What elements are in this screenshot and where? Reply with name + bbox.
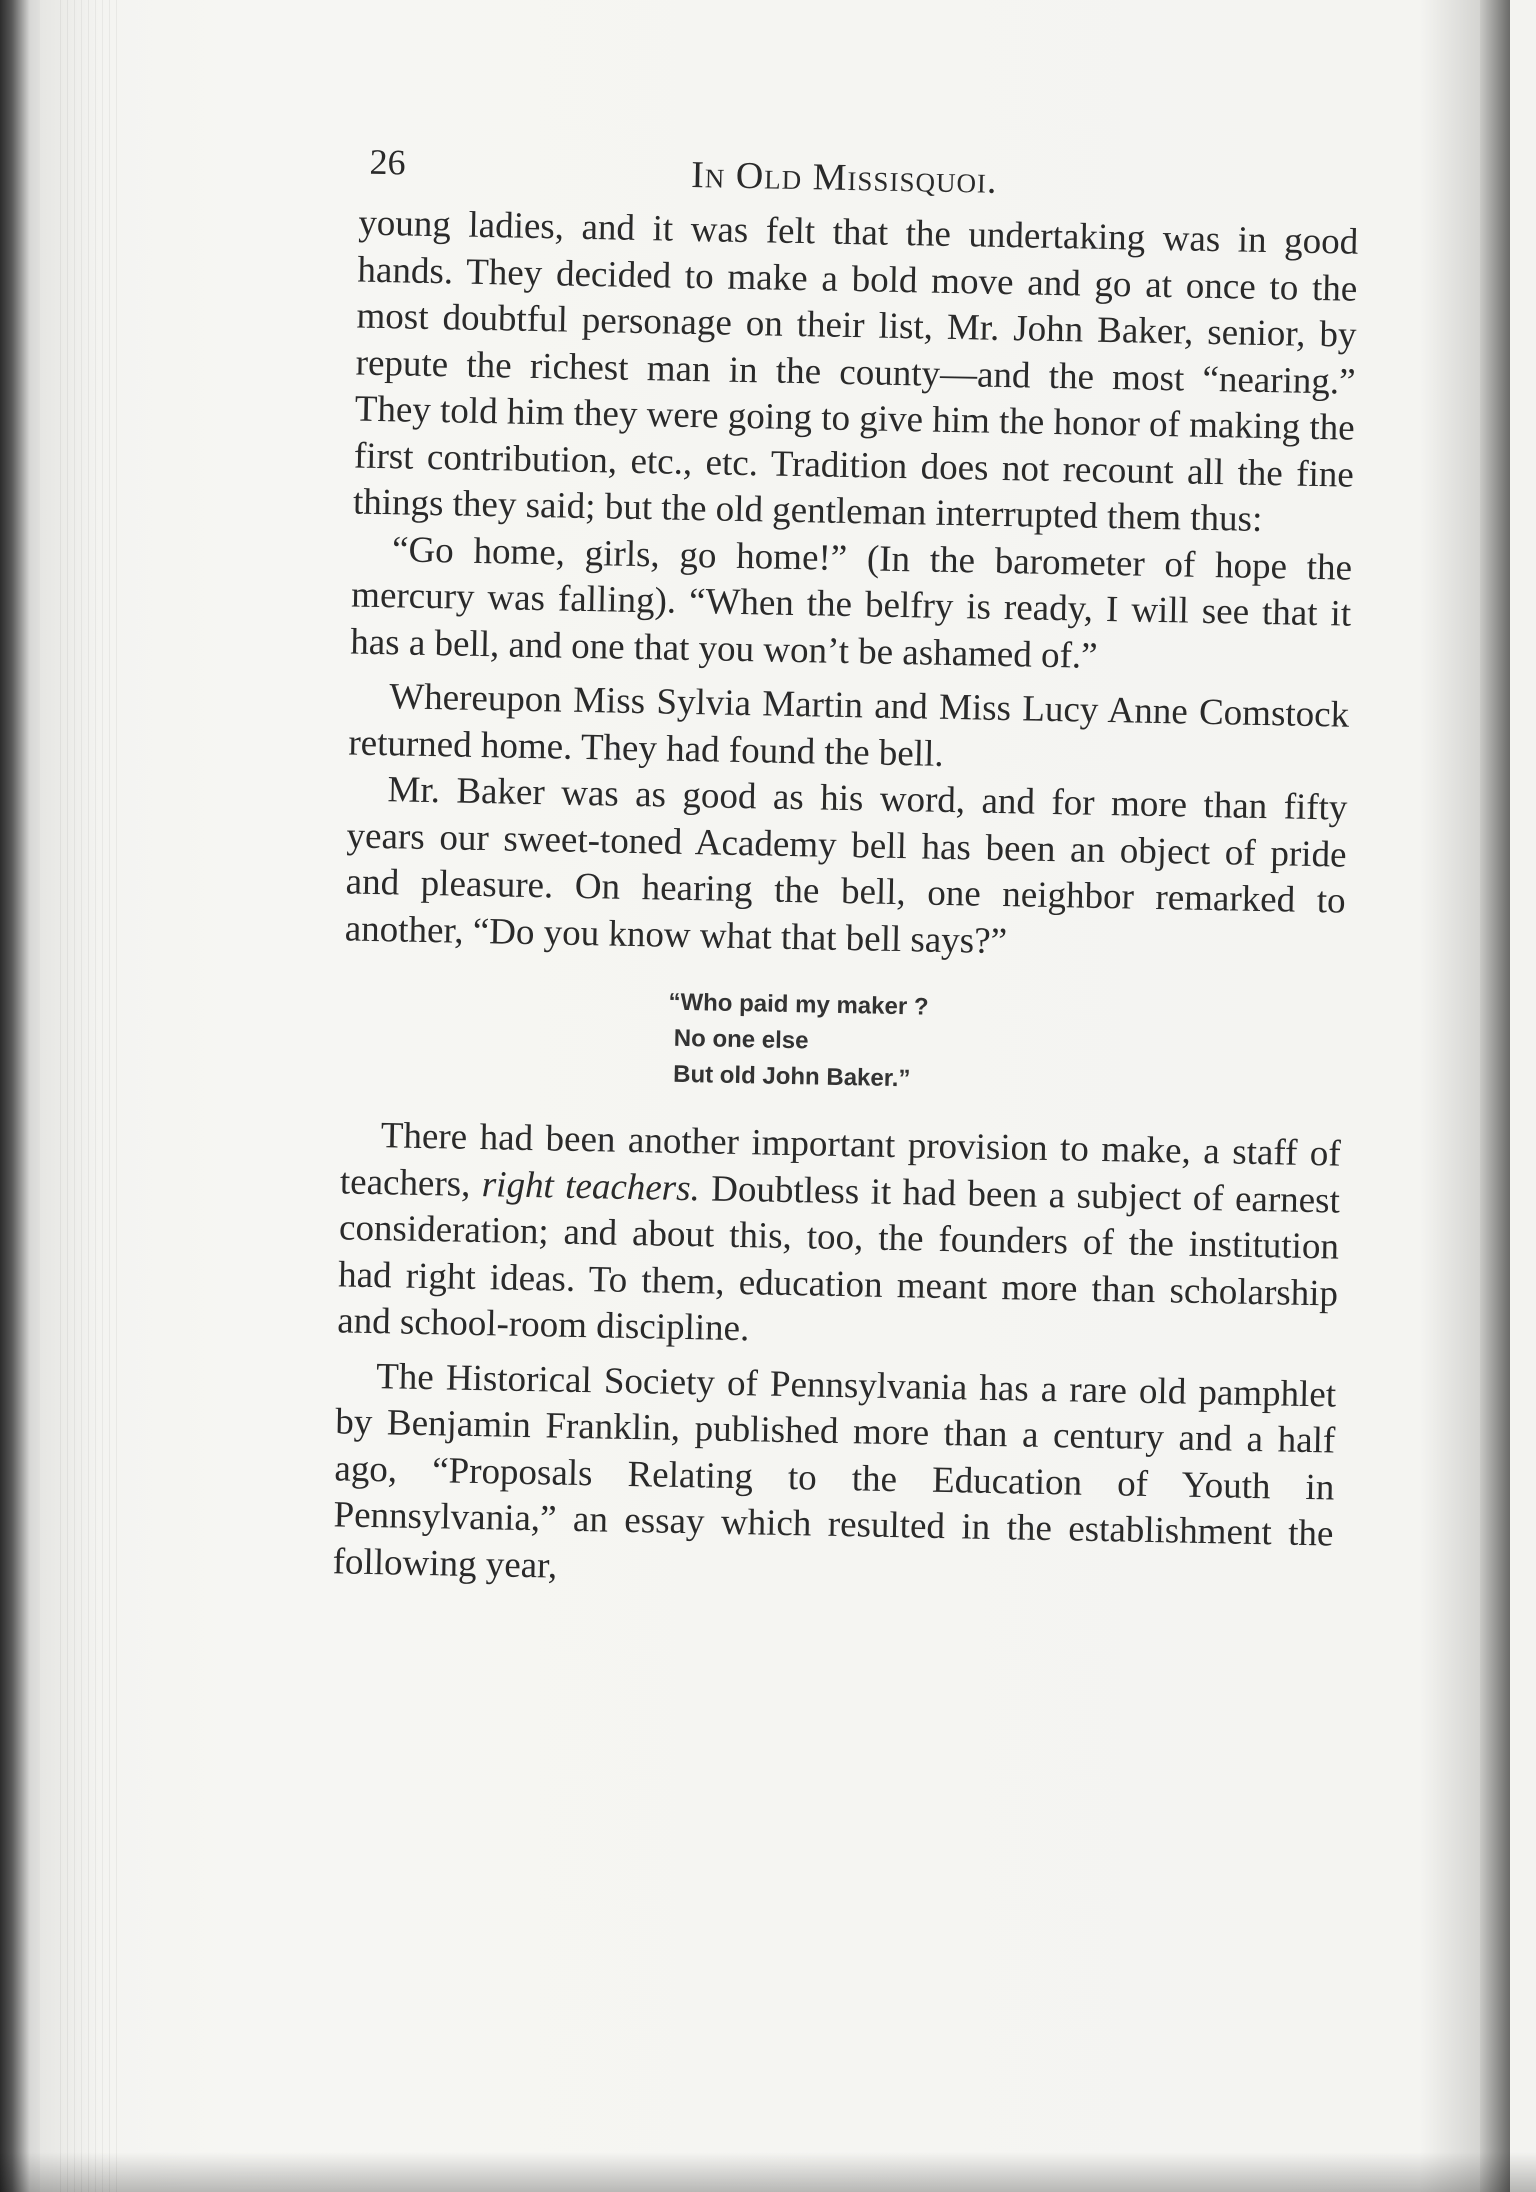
bell-verse	[667, 985, 1344, 1106]
page-text-block	[302, 140, 1360, 1605]
paragraph-5-after: Doubtless it had been a subject of earnest consideration; and about this, too, the founders of the institution had right ideas. To them, education meant more than scholarship and school-room discipline.	[336, 1168, 1341, 1350]
paragraph-1: young ladies, and it was felt that the undertaking was in good hands. They decided to make a bold move and go at once to the most doubtful personage on their list, Mr. John Baker, senior, by repute the richest man in the county—and the most “nearing.” They told him they were going to give him the honor of making the first contribution, etc., etc. Tradition does not recount all the fine things they said; but the old gentleman interrupted them thus:	[352, 202, 1359, 540]
paragraph-4: Mr. Baker was as good as his word, and for more than fifty years our sweet-toned Academy bell has been an object of pride and pleasure. On hearing the bell, one neighbor remarked to another, “Do you know what that bell says?”	[344, 769, 1348, 962]
paragraph-2: “Go home, girls, go home!” (In the barometer of hope the mercury was falling). “When the belfry is ready, I will see that it has a bell, and one that you won’t be ashamed of.”	[349, 528, 1353, 677]
bottom-shadow	[0, 2152, 1536, 2192]
paragraph-6: The Historical Society of Pennsylvania has a rare old pamphlet by Benjamin Franklin, published more than a century and a half ago, “Proposals Relating to the Education of Youth in Pennsylvania,” an essay which resulted in the establishment the following year,	[332, 1355, 1337, 1587]
page-edge-lines	[60, 0, 120, 2192]
verse-line-2: No one else	[673, 1024, 809, 1055]
page-right-edge	[1480, 0, 1510, 2192]
paragraph-5-emphasis: right teachers.	[481, 1163, 701, 1209]
paragraph-5	[307, 1112, 1341, 1364]
paragraph-5-before: There had been another important provision to make, a staff of teachers,	[339, 1115, 1342, 1205]
verse-line-3: But old John Baker.”	[672, 1060, 911, 1093]
verse-line-1: “Who paid my maker ?	[668, 988, 929, 1021]
page-number: 26	[369, 141, 406, 183]
paragraph-3: Whereupon Miss Sylvia Martin and Miss Lucy Anne Comstock returned home. They had found the bell.	[348, 676, 1350, 775]
running-title: In Old Missisquoi.	[690, 153, 998, 202]
